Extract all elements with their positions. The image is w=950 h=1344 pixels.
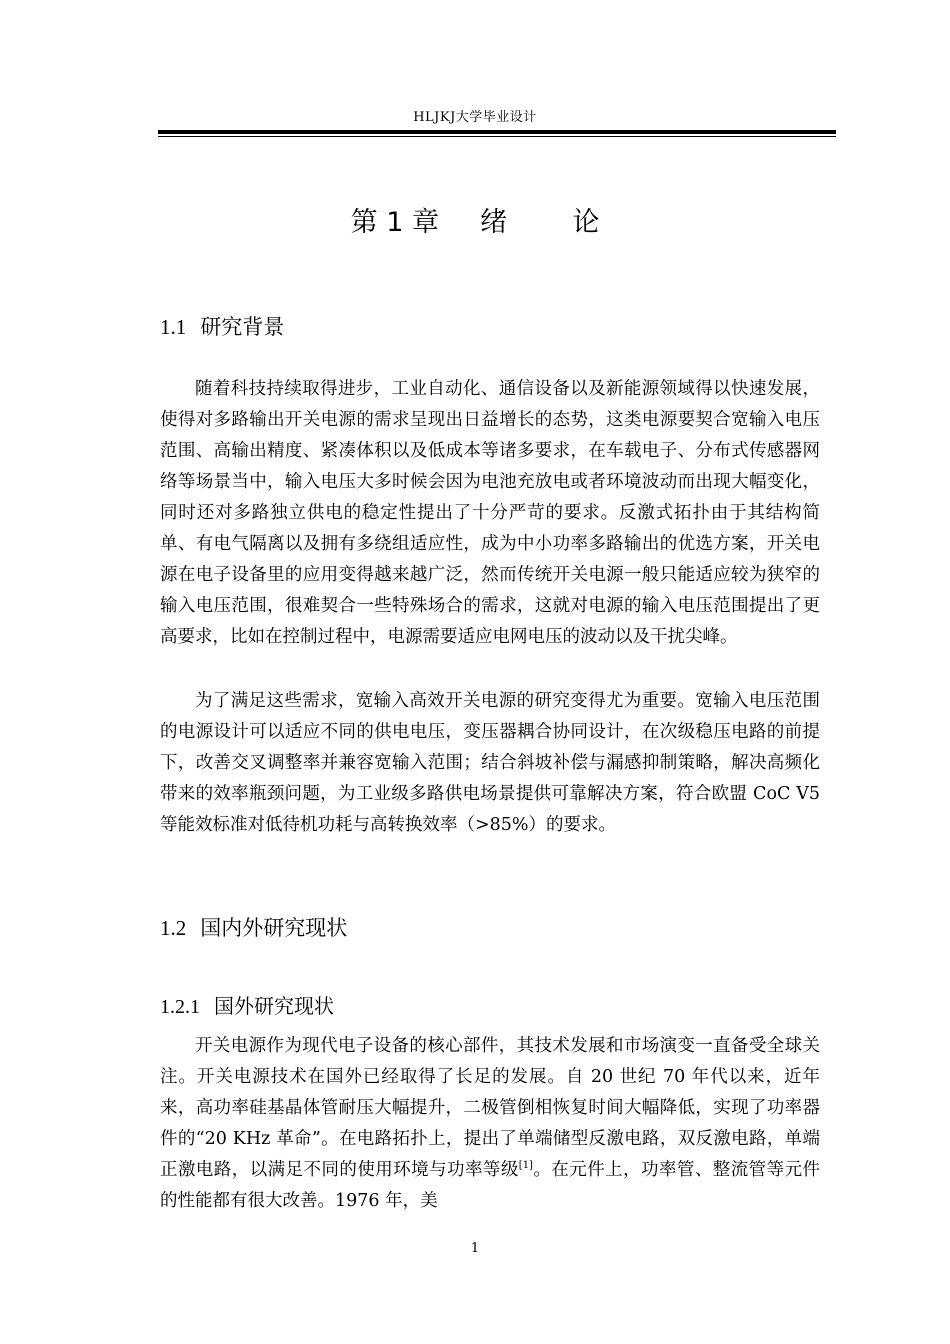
chapter-title-char-2: 论 — [572, 207, 600, 238]
paragraph-3-text: 开关电源作为现代电子设备的核心部件，其技术发展和市场演变一直备受全球关注。开关电源技术在国外已经取得了长足的发展。自 20 世纪 70 年代以来，近年来，高功率硅基晶体管耐压大幅提升，二极管倒相恢复时间大幅降低，实现了功率器件的“20 KHz 革命”。在电路拓扑上，提出了单端储型反激电路，双反激电路，单端正激电路，以满足不同的使用环境与功率等级 — [160, 1036, 820, 1180]
running-header: HLJKJ大学毕业设计 — [413, 110, 537, 125]
section-title: 国外研究现状 — [214, 994, 334, 1018]
section-number: 1.1 — [160, 315, 187, 339]
paragraph-3 — [160, 1031, 820, 1217]
header-rule-thin — [158, 136, 836, 137]
chapter-number: 第 1 章 — [350, 207, 439, 238]
section-heading-1-2-1 — [160, 990, 334, 1019]
citation-reference[interactable]: [1] — [518, 1160, 533, 1171]
section-title: 研究背景 — [200, 315, 285, 339]
chapter-title — [0, 200, 950, 239]
page-number: 1 — [470, 1241, 480, 1256]
section-heading-1-2 — [160, 912, 347, 942]
section-number: 1.2.1 — [160, 996, 200, 1018]
paragraph-2: 为了满足这些需求，宽输入高效开关电源的研究变得尤为重要。宽输入电压范围的电源设计可以适应不同的供电电压，变压器耦合协同设计，在次级稳压电路的前提下，改善交叉调整率并兼容宽输入范围；结合斜坡补偿与漏感抑制策略，解决高频化带来的效率瓶颈问题，为工业级多路供电场景提供可靠解决方案，符合欧盟 CoC V5 等能效标准对低待机功耗与高转换效率（>85%）的要求。 — [160, 691, 820, 835]
section-number: 1.2 — [160, 916, 187, 940]
section-heading-1-1 — [160, 311, 284, 341]
section-title: 国内外研究现状 — [200, 916, 348, 940]
paragraph-3-continuation: 。在元件上，功率管、整流管等元件的性能都有很大改善。1976 年，美 — [160, 1160, 821, 1211]
chapter-title-char-1: 绪 — [480, 207, 508, 238]
paragraph-1: 随着科技持续取得进步，工业自动化、通信设备以及新能源领域得以快速发展，使得对多路输出开关电源的需求呈现出日益增长的态势，这类电源要契合宽输入电压范围、高输出精度、紧凑体积以及低成本等诸多要求，在车载电子、分布式传感器网络等场景当中，输入电压大多时候会因为电池充放电或者环境波动而出现大幅变化，同时还对多路独立供电的稳定性提出了十分严苛的要求。反激式拓扑由于其结构简单、有电气隔离以及拥有多绕组适应性，成为中小功率多路输出的优选方案，开关电源在电子设备里的应用变得越来越广泛，然而传统开关电源一般只能适应较为狭窄的输入电压范围，很难契合一些特殊场合的需求，这就对电源的输入电压范围提出了更高要求，比如在控制过程中，电源需要适应电网电压的波动以及干扰尖峰。 — [160, 379, 820, 647]
header-rule-thick — [158, 130, 836, 134]
